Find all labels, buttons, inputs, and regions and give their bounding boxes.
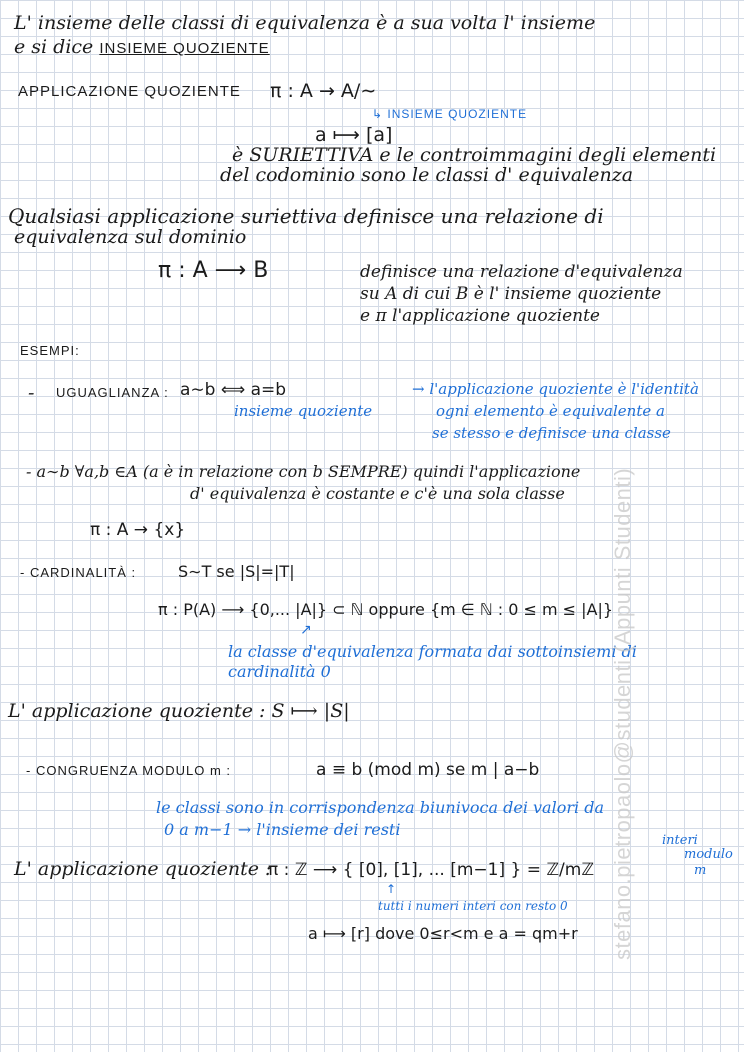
app-quoziente-label: APPLICAZIONE QUOZIENTE bbox=[18, 83, 241, 100]
uguaglianza-formula: a∼b ⟺ a=b bbox=[180, 380, 287, 400]
interi-note-3: m bbox=[694, 863, 707, 878]
qualsiasi-line-2: equivalenza sul dominio bbox=[14, 226, 247, 248]
cardinalita-applicazione: L' applicazione quoziente : S ⟼ |S| bbox=[8, 700, 350, 722]
intro-line-2 bbox=[14, 38, 270, 57]
uguaglianza-dash: - bbox=[28, 382, 35, 404]
intro-line-2-prefix: e si dice bbox=[14, 36, 94, 58]
uguaglianza-label: UGUAGLIANZA : bbox=[56, 385, 169, 400]
insieme-quoziente-note: ↳ INSIEME QUOZIENTE bbox=[372, 107, 528, 121]
cardinalita-note-1: la classe d'equivalenza formata dai sottoinsiemi di bbox=[228, 642, 637, 661]
congruenza-applicazione-formula: π : ℤ ⟶ { [0], [1], ... [m−1] } = ℤ/mℤ bbox=[268, 860, 594, 880]
pi-a-x-formula: π : A → {x} bbox=[90, 520, 186, 540]
congruenza-applicazione-label: L' applicazione quoziente : bbox=[14, 858, 272, 880]
final-mapping: a ⟼ [r] dove 0≤r<m e a = qm+r bbox=[308, 924, 578, 943]
definisce-line-2: su A di cui B è l' insieme quoziente bbox=[360, 284, 662, 304]
interi-note-1: interi bbox=[662, 833, 698, 848]
suriettiva-line-2: del codominio sono le classi d' equivalenza bbox=[220, 164, 634, 186]
suriettiva-line-1: è SURIETTIVA e le controimmagini degli elementi bbox=[232, 144, 717, 166]
app-quoziente-formula: π : A → A/∼ bbox=[270, 80, 377, 102]
insieme-quoziente-term: INSIEME QUOZIENTE bbox=[99, 40, 270, 57]
uguaglianza-note-3: se stesso e definisce una classe bbox=[432, 424, 671, 442]
uguaglianza-note-2: ogni elemento è equivalente a bbox=[436, 402, 665, 420]
congruenza-note-2: 0 a m−1 → l'insieme dei resti bbox=[164, 820, 401, 839]
uguaglianza-note-1: → l'applicazione quoziente è l'identità bbox=[412, 380, 699, 398]
interi-note-2: modulo bbox=[684, 847, 733, 862]
esempi-heading: ESEMPI: bbox=[20, 343, 80, 358]
pi-a-b-formula: π : A ⟶ B bbox=[158, 258, 269, 283]
sempre-line-2: d' equivalenza è costante e c'è una sola classe bbox=[190, 484, 565, 503]
definisce-line-1: definisce una relazione d'equivalenza bbox=[360, 262, 683, 282]
up-arrow-icon: ↗ bbox=[300, 622, 312, 638]
cardinalita-label: - CARDINALITÀ : bbox=[20, 565, 137, 580]
mapping-a-to-class: a ⟼ [a] bbox=[315, 124, 393, 146]
qualsiasi-line-1: Qualsiasi applicazione suriettiva definisce una relazione di bbox=[8, 204, 604, 228]
cardinalita-pi-formula: π : P(A) ⟶ {0,... |A|} ⊂ ℕ oppure {m ∈ ℕ : 0 ≤ m ≤ |A|} bbox=[158, 600, 614, 619]
uguaglianza-insieme-quoziente: insieme quoziente bbox=[234, 402, 373, 420]
up-arrow-icon: ↑ bbox=[386, 882, 397, 896]
cardinalita-note-2: cardinalità 0 bbox=[228, 662, 331, 681]
resto-note: tutti i numeri interi con resto 0 bbox=[378, 899, 568, 913]
congruenza-label: - CONGRUENZA MODULO m : bbox=[26, 763, 232, 778]
congruenza-formula: a ≡ b (mod m) se m | a−b bbox=[316, 760, 540, 780]
intro-line-1: L' insieme delle classi di equivalenza è a sua volta l' insieme bbox=[14, 12, 596, 34]
cardinalita-formula: S∼T se |S|=|T| bbox=[178, 562, 295, 581]
sempre-line-1: - a∼b ∀a,b ∈A (a è in relazione con b SEMPRE) quindi l'applicazione bbox=[26, 462, 581, 481]
congruenza-note-1: le classi sono in corrispondenza biunivoca dei valori da bbox=[156, 798, 604, 817]
definisce-line-3: e π l'applicazione quoziente bbox=[360, 306, 600, 326]
watermark: stefano.pietropaolo@studenti (Appunti Studenti) bbox=[610, 467, 635, 960]
